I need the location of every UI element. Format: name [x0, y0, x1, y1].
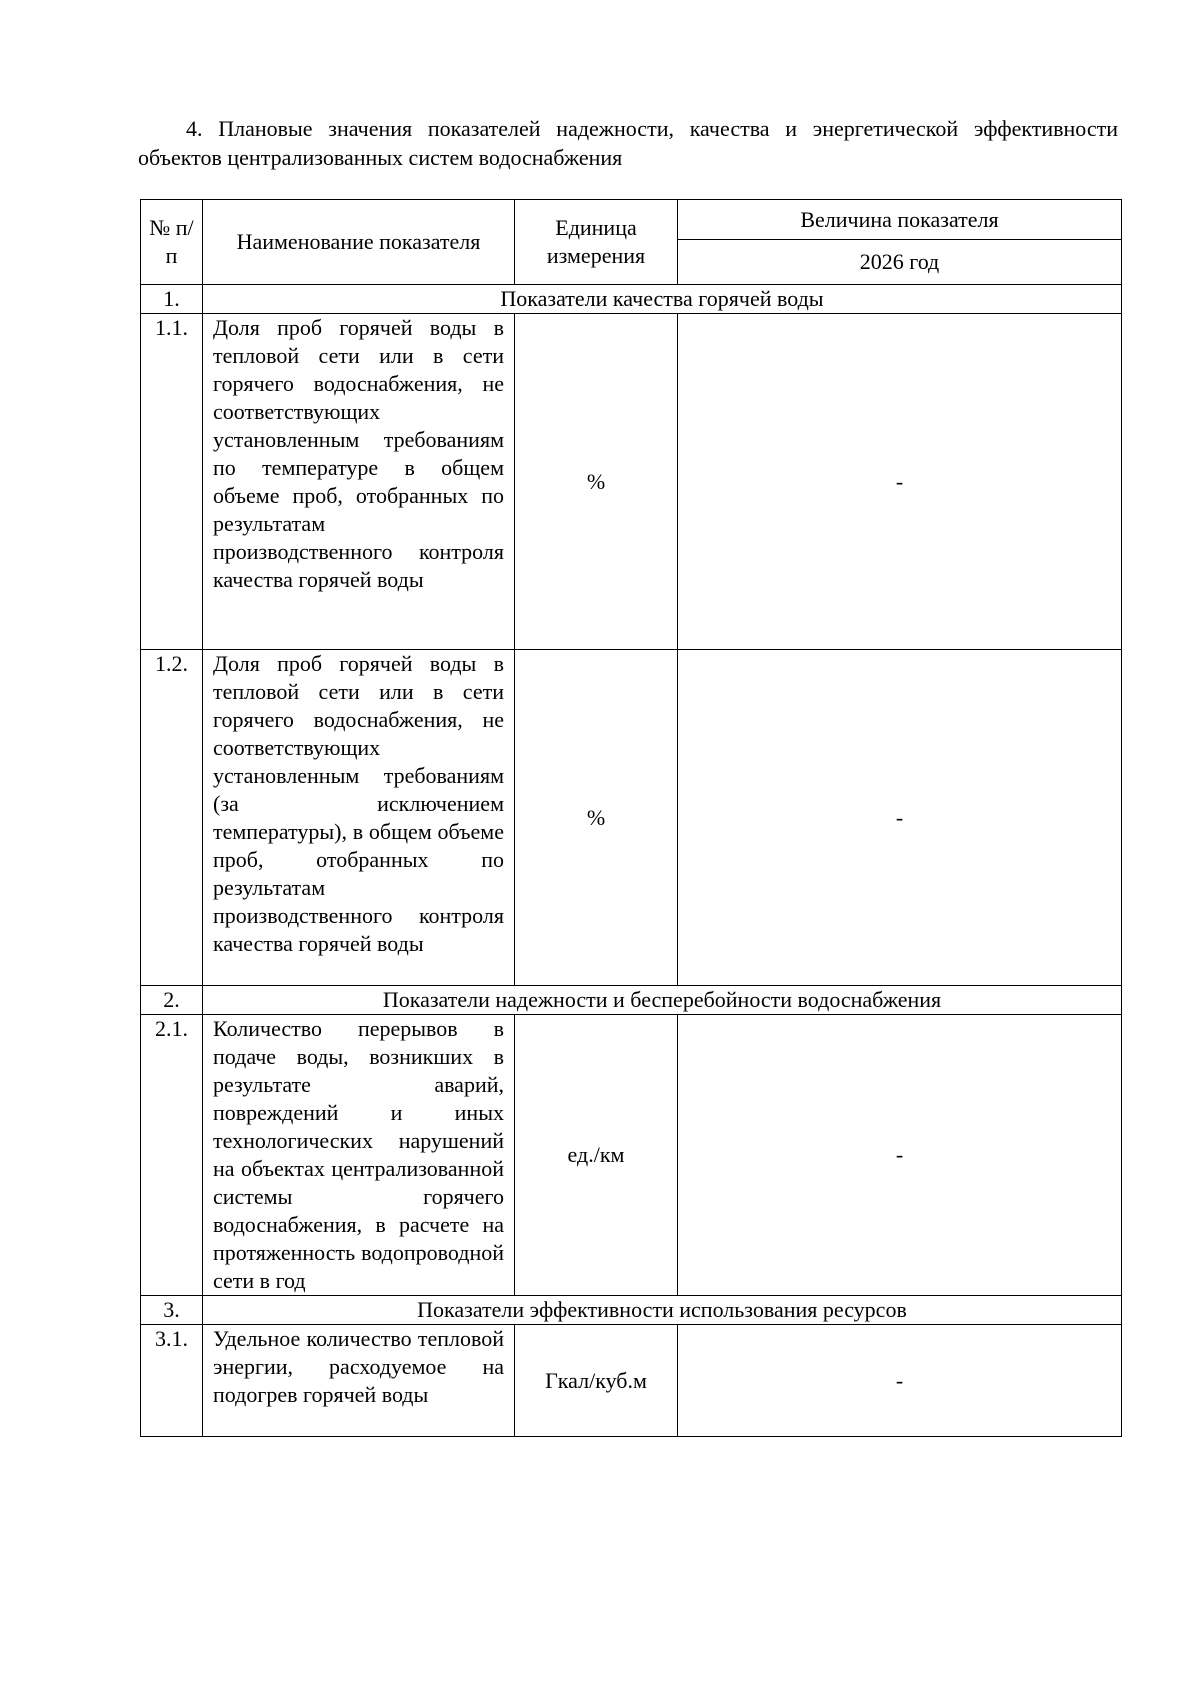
row-value: -: [678, 650, 1122, 986]
table-row: [141, 1015, 1122, 1296]
header-number: № п/п: [141, 200, 203, 285]
header-year: 2026 год: [678, 240, 1122, 285]
row-name: Доля проб горячей воды в тепловой сети или в сети горячего водоснабжения, не соответствующих установленным требованиям (за исключением температуры), в общем объеме проб, отобранных по результатам производственного контроля качества горячей воды: [203, 650, 515, 986]
section-row: [141, 986, 1122, 1015]
row-number: 3.1.: [141, 1325, 203, 1437]
row-unit: %: [515, 650, 678, 986]
row-unit: ед./км: [515, 1015, 678, 1296]
header-value-group: Величина показателя: [678, 200, 1122, 240]
row-number: 2.1.: [141, 1015, 203, 1296]
table-row: [141, 314, 1122, 650]
row-number: 1.2.: [141, 650, 203, 986]
section-title: Показатели надежности и бесперебойности водоснабжения: [203, 986, 1122, 1015]
section-heading-text: 4. Плановые значения показателей надежности, качества и энергетической эффективности объектов централизованных систем водоснабжения: [138, 116, 1118, 170]
section-row: [141, 285, 1122, 314]
indicators-table: [140, 199, 1122, 1437]
row-name: Количество перерывов в подаче воды, возникших в результате аварий, повреждений и иных технологических нарушений на объектах централизованной системы горячего водоснабжения, в расчете на протяженность водопроводной сети в год: [203, 1015, 515, 1296]
row-number: 1.1.: [141, 314, 203, 650]
table-row: [141, 1325, 1122, 1437]
section-number: 1.: [141, 285, 203, 314]
section-number: 2.: [141, 986, 203, 1015]
row-value: -: [678, 1015, 1122, 1296]
row-name: Удельное количество тепловой энергии, расходуемое на подогрев горячей воды: [203, 1325, 515, 1437]
row-name: Доля проб горячей воды в тепловой сети или в сети горячего водоснабжения, не соответствующих установленным требованиям по температуре в общем объеме проб, отобранных по результатам производственного контроля качества горячей воды: [203, 314, 515, 650]
row-unit: %: [515, 314, 678, 650]
row-value: -: [678, 1325, 1122, 1437]
table-header-row: [141, 200, 1122, 240]
section-title: Показатели качества горячей воды: [203, 285, 1122, 314]
section-title: Показатели эффективности использования ресурсов: [203, 1296, 1122, 1325]
row-unit: Гкал/куб.м: [515, 1325, 678, 1437]
header-unit: Единица измерения: [515, 200, 678, 285]
row-value: -: [678, 314, 1122, 650]
header-name: Наименование показателя: [203, 200, 515, 285]
section-row: [141, 1296, 1122, 1325]
section-heading: [138, 114, 1118, 172]
section-number: 3.: [141, 1296, 203, 1325]
table-row: [141, 650, 1122, 986]
